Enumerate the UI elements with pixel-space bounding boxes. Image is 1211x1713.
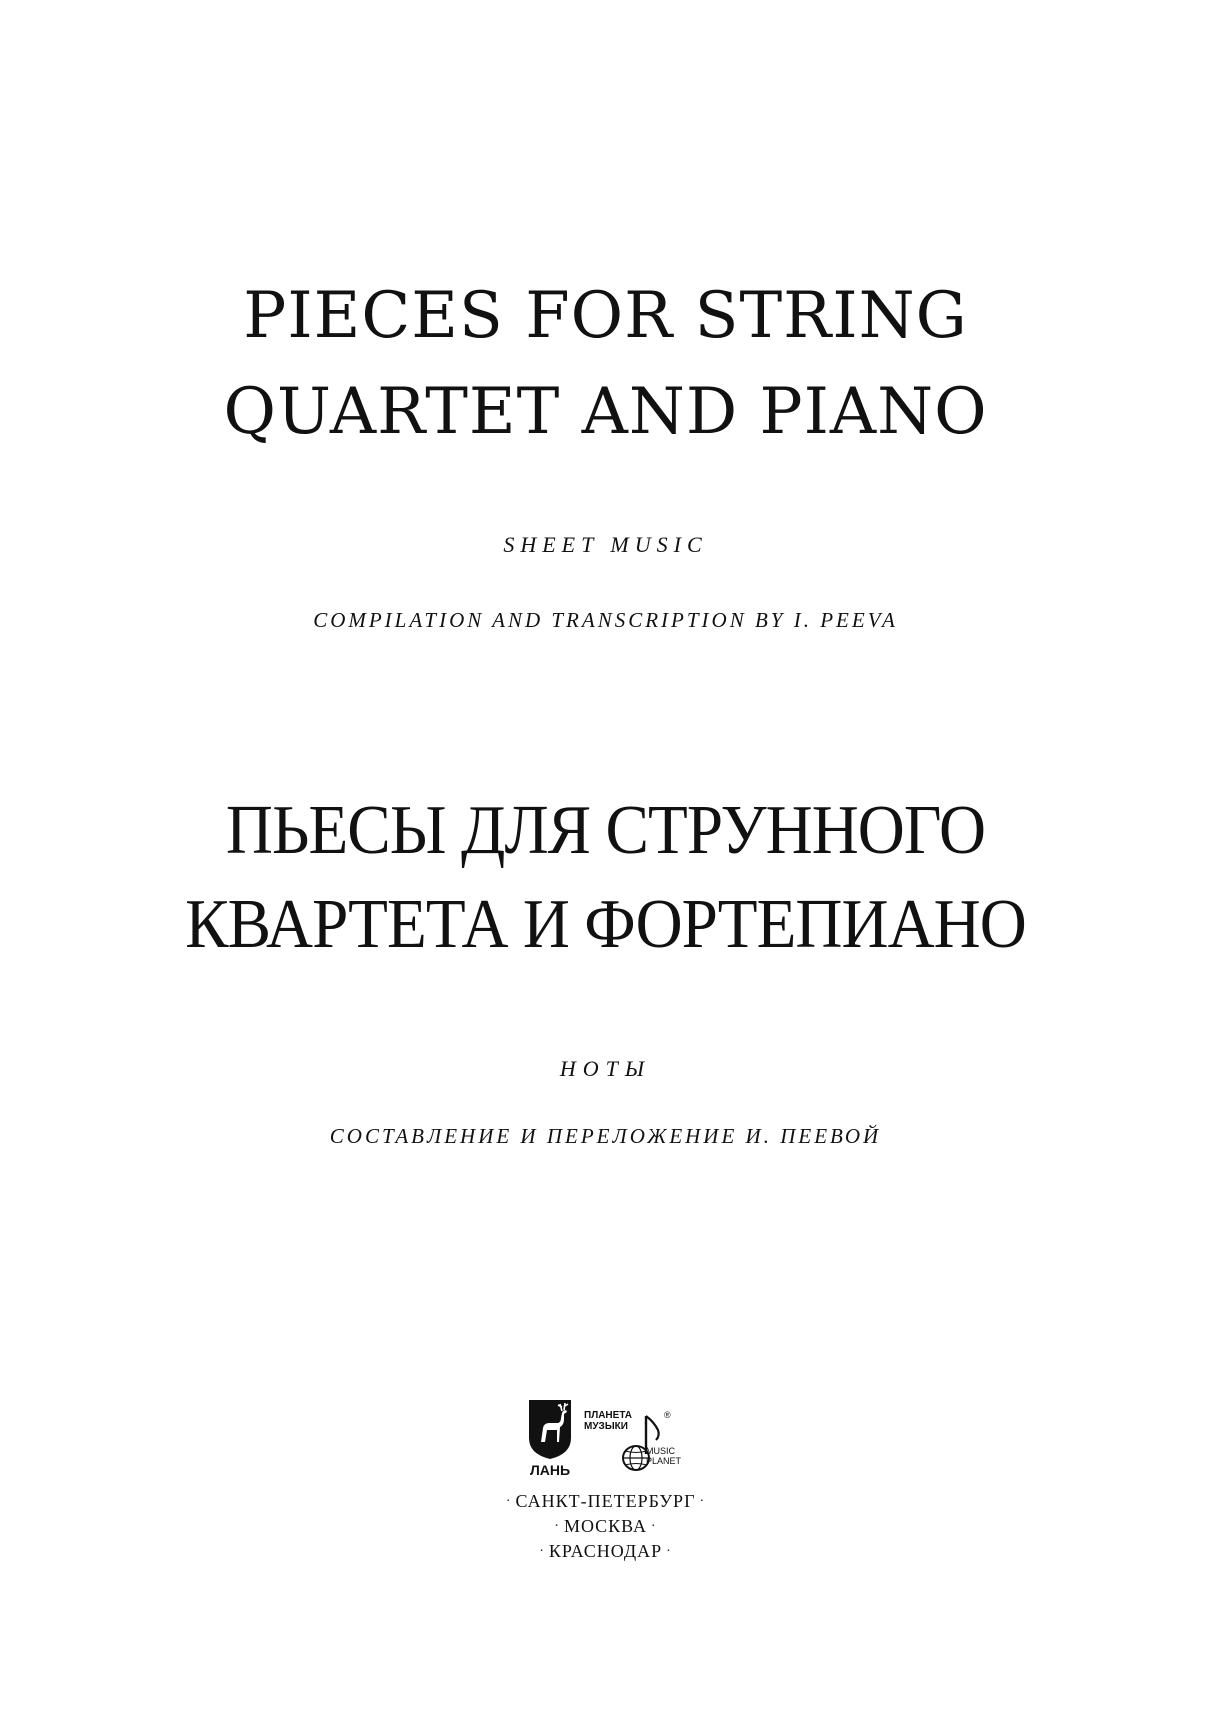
city-line-1: · САНКТ-ПЕТЕРБУРГ · [505, 1491, 706, 1511]
english-subtitle: SHEET MUSIC [503, 532, 708, 557]
city-line-2: · МОСКВА · [554, 1516, 657, 1536]
registered-mark: ® [664, 1410, 671, 1420]
english-title-line-2: QUARTET AND PIANO [223, 375, 988, 449]
city-moscow: МОСКВА [563, 1516, 648, 1536]
russian-credit: СОСТАВЛЕНИЕ И ПЕРЕЛОЖЕНИЕ И. ПЕЕВОЙ [329, 1124, 882, 1148]
deer-icon [527, 1398, 573, 1460]
english-credit: COMPILATION AND TRANSCRIPTION BY I. PEEVA [313, 608, 898, 632]
english-title [0, 268, 1211, 460]
english-title-line-1: PIECES FOR STRING [243, 279, 968, 353]
music-planet-ru-line-1: ПЛАНЕТА [584, 1410, 633, 1421]
music-planet-ru-line-2: МУЗЫКИ [584, 1421, 628, 1432]
city-saint-petersburg: САНКТ-ПЕТЕРБУРГ [515, 1491, 696, 1511]
publisher-logos [527, 1398, 685, 1480]
music-planet-en-line-1: MUSIC [646, 1446, 675, 1456]
music-planet-en-text [646, 1446, 681, 1466]
russian-title-line-2: КВАРТЕТА И ФОРТЕПИАНО [185, 886, 1026, 963]
russian-title [42, 784, 1168, 972]
publisher-cities [0, 1490, 1211, 1565]
lan-logo-text: ЛАНЬ [529, 1462, 571, 1478]
city-line-3: · КРАСНОДАР · [539, 1541, 672, 1561]
city-krasnodar: КРАСНОДАР [548, 1541, 663, 1561]
russian-subtitle: НОТЫ [559, 1056, 652, 1081]
russian-title-line-1: ПЬЕСЫ ДЛЯ СТРУННОГО [225, 792, 986, 869]
music-planet-logo [584, 1410, 684, 1476]
music-planet-en-line-2: PLANET [646, 1456, 682, 1466]
lan-logo [527, 1398, 573, 1480]
